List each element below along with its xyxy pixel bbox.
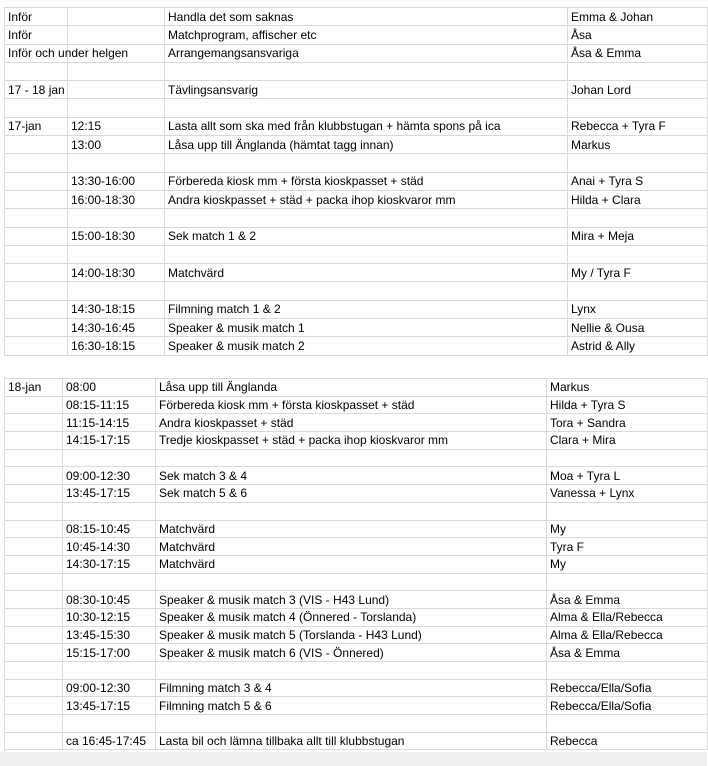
- table-row: [5, 485, 708, 503]
- table-row: [5, 44, 708, 62]
- time-cell[interactable]: 14:30-17:15: [63, 555, 156, 573]
- time-cell[interactable]: [68, 99, 165, 117]
- responsible-cell[interactable]: Åsa & Emma: [568, 44, 708, 62]
- task-cell[interactable]: Andra kioskpasset + städ + packa ihop kioskvaror mm: [165, 190, 568, 208]
- date-cell[interactable]: [5, 626, 63, 644]
- date-cell[interactable]: 18-jan: [5, 379, 63, 397]
- task-cell[interactable]: [165, 62, 568, 80]
- time-cell[interactable]: 14:15-17:15: [63, 432, 156, 450]
- task-cell[interactable]: [165, 209, 568, 227]
- task-cell[interactable]: [165, 282, 568, 300]
- responsible-cell[interactable]: [568, 62, 708, 80]
- date-cell[interactable]: [5, 154, 68, 172]
- time-cell[interactable]: 16:00-18:30: [68, 190, 165, 208]
- task-cell[interactable]: Tävlingsansvarig: [165, 81, 568, 99]
- responsible-cell[interactable]: Rebecca/Ella/Sofia: [547, 679, 708, 697]
- task-cell[interactable]: Lasta allt som ska med från klubbstugan + hämta spons på ica: [165, 117, 568, 135]
- task-cell[interactable]: Förbereda kiosk mm + första kioskpasset + städ: [165, 172, 568, 190]
- table-row: [5, 8, 708, 26]
- time-cell[interactable]: [63, 573, 156, 591]
- task-cell[interactable]: [156, 715, 547, 733]
- date-cell[interactable]: [5, 449, 63, 467]
- table-row: [5, 626, 708, 644]
- table-row: [5, 573, 708, 591]
- table-row: [5, 396, 708, 414]
- table-row: [5, 136, 708, 154]
- sheet-footer-area: [0, 752, 707, 766]
- task-cell[interactable]: Andra kioskpasset + städ: [156, 414, 547, 432]
- responsible-cell[interactable]: Anai + Tyra S: [568, 172, 708, 190]
- task-cell[interactable]: [165, 99, 568, 117]
- time-cell[interactable]: 15:15-17:00: [63, 644, 156, 662]
- responsible-cell[interactable]: Lynx: [568, 300, 708, 318]
- task-cell[interactable]: Arrangemangsansvariga: [165, 44, 568, 62]
- time-cell[interactable]: [63, 715, 156, 733]
- task-cell[interactable]: [156, 573, 547, 591]
- time-cell[interactable]: 12:15: [68, 117, 165, 135]
- table-row: [5, 117, 708, 135]
- date-cell[interactable]: [5, 538, 63, 556]
- schedule-table-18-jan: [4, 378, 708, 750]
- date-cell[interactable]: [5, 337, 68, 355]
- date-cell[interactable]: [5, 227, 68, 245]
- responsible-cell[interactable]: [568, 154, 708, 172]
- date-cell[interactable]: [5, 697, 63, 715]
- responsible-cell[interactable]: Hilda + Tyra S: [547, 396, 708, 414]
- table-row: [5, 209, 708, 227]
- task-cell[interactable]: Lasta bil och lämna tillbaka allt till klubbstugan: [156, 732, 547, 750]
- date-cell[interactable]: [5, 520, 63, 538]
- time-cell[interactable]: 13:30-16:00: [68, 172, 165, 190]
- responsible-cell[interactable]: Nellie & Ousa: [568, 319, 708, 337]
- responsible-cell[interactable]: Rebecca/Ella/Sofia: [547, 697, 708, 715]
- table-row: [5, 432, 708, 450]
- task-cell[interactable]: [156, 662, 547, 680]
- table-row: [5, 520, 708, 538]
- date-cell[interactable]: [5, 591, 63, 609]
- table-row: [5, 300, 708, 318]
- table-row: [5, 715, 708, 733]
- responsible-cell[interactable]: Johan Lord: [568, 81, 708, 99]
- task-cell[interactable]: Filmning match 3 & 4: [156, 679, 547, 697]
- responsible-cell[interactable]: Rebecca + Tyra F: [568, 117, 708, 135]
- date-cell[interactable]: [5, 485, 63, 503]
- date-cell[interactable]: [5, 573, 63, 591]
- date-cell[interactable]: Inför och under helgen: [5, 44, 68, 62]
- date-cell[interactable]: [5, 190, 68, 208]
- task-cell[interactable]: [165, 245, 568, 263]
- task-cell[interactable]: Filmning match 5 & 6: [156, 697, 547, 715]
- time-cell[interactable]: 14:30-18:15: [68, 300, 165, 318]
- task-cell[interactable]: Matchvärd: [156, 538, 547, 556]
- date-cell[interactable]: [5, 502, 63, 520]
- responsible-cell[interactable]: Alma & Ella/Rebecca: [547, 626, 708, 644]
- date-cell[interactable]: [5, 555, 63, 573]
- table-body: [5, 8, 708, 356]
- time-cell[interactable]: 14:30-16:45: [68, 319, 165, 337]
- table-row: [5, 538, 708, 556]
- date-cell[interactable]: [5, 209, 68, 227]
- date-cell[interactable]: [5, 264, 68, 282]
- table-row: [5, 245, 708, 263]
- date-cell[interactable]: [5, 414, 63, 432]
- table-row: [5, 467, 708, 485]
- responsible-cell[interactable]: [568, 245, 708, 263]
- schedule-table-preparations-and-17-jan: [4, 7, 708, 356]
- date-cell[interactable]: 17-jan: [5, 117, 68, 135]
- responsible-cell[interactable]: Tyra F: [547, 538, 708, 556]
- responsible-cell[interactable]: Vanessa + Lynx: [547, 485, 708, 503]
- time-cell[interactable]: 08:00: [63, 379, 156, 397]
- date-cell[interactable]: [5, 608, 63, 626]
- task-cell[interactable]: Matchvärd: [156, 520, 547, 538]
- time-cell[interactable]: 14:00-18:30: [68, 264, 165, 282]
- responsible-cell[interactable]: [547, 662, 708, 680]
- responsible-cell[interactable]: Emma & Johan: [568, 8, 708, 26]
- table-row: [5, 644, 708, 662]
- date-cell[interactable]: [5, 136, 68, 154]
- time-cell[interactable]: 13:45-17:15: [63, 697, 156, 715]
- responsible-cell[interactable]: Hilda + Clara: [568, 190, 708, 208]
- task-cell[interactable]: Förbereda kiosk mm + första kioskpasset + städ: [156, 396, 547, 414]
- table-row: [5, 608, 708, 626]
- task-cell[interactable]: [156, 502, 547, 520]
- table-row: [5, 449, 708, 467]
- responsible-cell[interactable]: [547, 715, 708, 733]
- time-cell[interactable]: 10:30-12:15: [63, 608, 156, 626]
- time-cell[interactable]: 10:45-14:30: [63, 538, 156, 556]
- task-cell[interactable]: Matchvärd: [156, 555, 547, 573]
- date-cell[interactable]: [5, 99, 68, 117]
- responsible-cell[interactable]: My: [547, 555, 708, 573]
- date-cell[interactable]: [5, 644, 63, 662]
- time-cell[interactable]: 09:00-12:30: [63, 679, 156, 697]
- time-cell[interactable]: 13:45-15:30: [63, 626, 156, 644]
- time-cell[interactable]: [68, 81, 165, 99]
- task-cell[interactable]: Matchprogram, affischer etc: [165, 26, 568, 44]
- time-cell[interactable]: 08:15-10:45: [63, 520, 156, 538]
- responsible-cell[interactable]: My: [547, 520, 708, 538]
- task-cell[interactable]: Speaker & musik match 4 (Önnered - Torslanda): [156, 608, 547, 626]
- date-cell[interactable]: [5, 732, 63, 750]
- responsible-cell[interactable]: Clara + Mira: [547, 432, 708, 450]
- responsible-cell[interactable]: [568, 209, 708, 227]
- time-cell[interactable]: 08:15-11:15: [63, 396, 156, 414]
- date-cell[interactable]: [5, 245, 68, 263]
- date-cell[interactable]: [5, 467, 63, 485]
- responsible-cell[interactable]: Åsa: [568, 26, 708, 44]
- responsible-cell[interactable]: [568, 99, 708, 117]
- table-row: [5, 172, 708, 190]
- task-cell[interactable]: Sek match 1 & 2: [165, 227, 568, 245]
- time-cell[interactable]: [68, 282, 165, 300]
- time-cell[interactable]: 13:00: [68, 136, 165, 154]
- responsible-cell[interactable]: Rebecca: [547, 732, 708, 750]
- time-cell[interactable]: [68, 62, 165, 80]
- responsible-cell[interactable]: [547, 449, 708, 467]
- responsible-cell[interactable]: Markus: [547, 379, 708, 397]
- table-row: [5, 591, 708, 609]
- responsible-cell[interactable]: Astrid & Ally: [568, 337, 708, 355]
- table-row: [5, 62, 708, 80]
- responsible-cell[interactable]: Moa + Tyra L: [547, 467, 708, 485]
- time-cell[interactable]: ca 16:45-17:45: [63, 732, 156, 750]
- table-row: [5, 414, 708, 432]
- date-cell[interactable]: Inför: [5, 26, 68, 44]
- time-cell[interactable]: [68, 8, 165, 26]
- date-cell[interactable]: [5, 282, 68, 300]
- responsible-cell[interactable]: Markus: [568, 136, 708, 154]
- date-cell[interactable]: [5, 300, 68, 318]
- table-row: [5, 264, 708, 282]
- time-cell[interactable]: [68, 209, 165, 227]
- task-cell[interactable]: Speaker & musik match 2: [165, 337, 568, 355]
- date-cell[interactable]: [5, 679, 63, 697]
- table-row: [5, 337, 708, 355]
- task-cell[interactable]: Filmning match 1 & 2: [165, 300, 568, 318]
- task-cell[interactable]: Låsa upp till Änglanda (hämtat tagg innan): [165, 136, 568, 154]
- table-row: [5, 697, 708, 715]
- responsible-cell[interactable]: [547, 502, 708, 520]
- task-cell[interactable]: [156, 449, 547, 467]
- table-row: [5, 732, 708, 750]
- table-body: [5, 379, 708, 750]
- table-row: [5, 662, 708, 680]
- time-cell[interactable]: 15:00-18:30: [68, 227, 165, 245]
- time-cell[interactable]: [63, 662, 156, 680]
- responsible-cell[interactable]: Mira + Meja: [568, 227, 708, 245]
- table-row: [5, 379, 708, 397]
- time-cell[interactable]: 08:30-10:45: [63, 591, 156, 609]
- time-cell[interactable]: 09:00-12:30: [63, 467, 156, 485]
- date-cell[interactable]: [5, 662, 63, 680]
- responsible-cell[interactable]: My / Tyra F: [568, 264, 708, 282]
- task-cell[interactable]: Matchvärd: [165, 264, 568, 282]
- time-cell[interactable]: [68, 154, 165, 172]
- task-cell[interactable]: Speaker & musik match 1: [165, 319, 568, 337]
- responsible-cell[interactable]: Alma & Ella/Rebecca: [547, 608, 708, 626]
- date-cell[interactable]: [5, 172, 68, 190]
- responsible-cell[interactable]: Åsa & Emma: [547, 591, 708, 609]
- date-cell[interactable]: [5, 62, 68, 80]
- date-cell[interactable]: [5, 715, 63, 733]
- table-row: [5, 502, 708, 520]
- time-cell[interactable]: 13:45-17:15: [63, 485, 156, 503]
- responsible-cell[interactable]: [568, 282, 708, 300]
- table-row: [5, 99, 708, 117]
- time-cell[interactable]: [63, 502, 156, 520]
- date-cell[interactable]: Inför: [5, 8, 68, 26]
- task-cell[interactable]: Sek match 3 & 4: [156, 467, 547, 485]
- task-cell[interactable]: Speaker & musik match 6 (VIS - Önnered): [156, 644, 547, 662]
- table-row: [5, 319, 708, 337]
- task-cell[interactable]: Tredje kioskpasset + städ + packa ihop kioskvaror mm: [156, 432, 547, 450]
- task-cell[interactable]: Låsa upp till Änglanda: [156, 379, 547, 397]
- date-cell[interactable]: 17 - 18 jan: [5, 81, 68, 99]
- time-cell[interactable]: 11:15-14:15: [63, 414, 156, 432]
- table-row: [5, 81, 708, 99]
- table-row: [5, 154, 708, 172]
- task-cell[interactable]: Sek match 5 & 6: [156, 485, 547, 503]
- task-cell[interactable]: [165, 154, 568, 172]
- table-row: [5, 679, 708, 697]
- date-cell[interactable]: [5, 396, 63, 414]
- time-cell[interactable]: [68, 26, 165, 44]
- responsible-cell[interactable]: [547, 573, 708, 591]
- table-row: [5, 282, 708, 300]
- task-cell[interactable]: Speaker & musik match 5 (Torslanda - H43 Lund): [156, 626, 547, 644]
- responsible-cell[interactable]: Tora + Sandra: [547, 414, 708, 432]
- responsible-cell[interactable]: Åsa & Emma: [547, 644, 708, 662]
- task-cell[interactable]: Speaker & musik match 3 (VIS - H43 Lund): [156, 591, 547, 609]
- time-cell[interactable]: 16:30-18:15: [68, 337, 165, 355]
- table-row: [5, 555, 708, 573]
- date-cell[interactable]: [5, 319, 68, 337]
- task-cell[interactable]: Handla det som saknas: [165, 8, 568, 26]
- time-cell[interactable]: [63, 449, 156, 467]
- table-row: [5, 227, 708, 245]
- date-cell[interactable]: [5, 432, 63, 450]
- table-row: [5, 26, 708, 44]
- table-row: [5, 190, 708, 208]
- time-cell[interactable]: [68, 245, 165, 263]
